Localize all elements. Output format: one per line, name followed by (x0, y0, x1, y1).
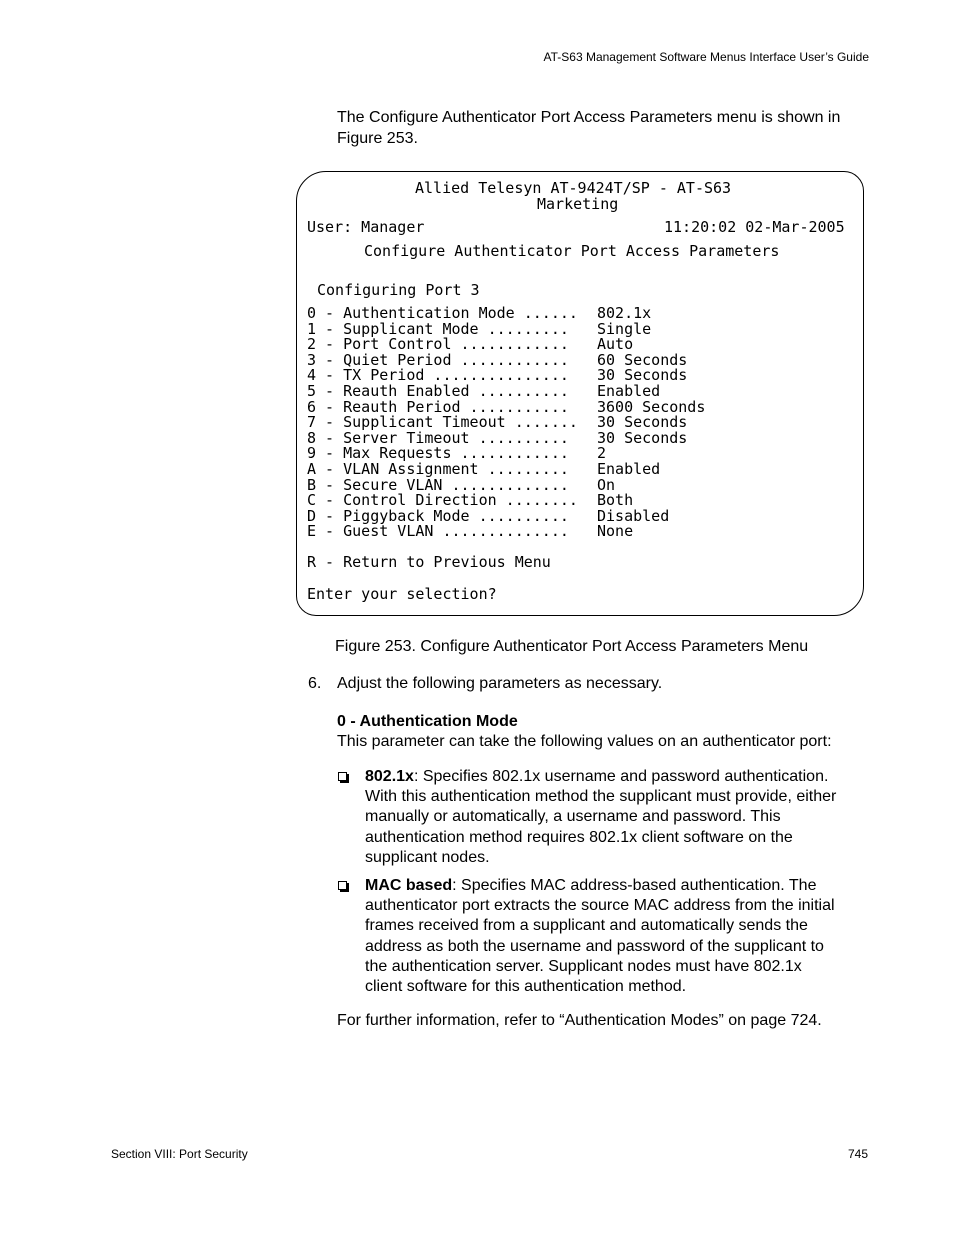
bullet-line: With this authentication method the supplicant must provide, either (365, 788, 837, 806)
terminal-option-label: A - VLAN Assignment ......... (307, 459, 569, 478)
step-number: 6. (308, 675, 322, 692)
running-header: AT-S63 Management Software Menus Interface User’s Guide (543, 50, 869, 64)
bullet-checkbox-icon (338, 881, 347, 890)
terminal-menu-title: Configure Authenticator Port Access Parameters (364, 242, 780, 260)
terminal-option-label: 1 - Supplicant Mode ......... (307, 319, 569, 338)
bullet-term: 802.1x (365, 768, 414, 785)
terminal-title-line2: Marketing (537, 195, 619, 213)
terminal-option-label: 4 - TX Period ............... (307, 366, 569, 385)
terminal-option-label: E - Guest VLAN .............. (307, 522, 569, 541)
terminal-user: User: Manager (307, 218, 425, 236)
terminal-option-value: Disabled (597, 506, 670, 525)
bullet-line: : Specifies 802.1x username and password authentication. (413, 768, 829, 785)
terminal-screen (296, 171, 864, 616)
terminal-option-value: Single (597, 319, 652, 338)
terminal-option-value: 2 (597, 444, 607, 463)
terminal-option-value: 30 Seconds (597, 413, 688, 432)
terminal-option-value: None (597, 522, 634, 541)
bullet-line: authenticator port extracts the source MAC address from the initial (365, 897, 835, 915)
footer-section: Section VIII: Port Security (111, 1147, 248, 1161)
bullet-line: frames received from a supplicant and automatically sends the (365, 917, 808, 935)
terminal-prompt[interactable]: Enter your selection? (307, 585, 497, 603)
terminal-option-value: Enabled (597, 459, 661, 478)
terminal-option-label: 7 - Supplicant Timeout ....... (307, 413, 578, 432)
figure-caption: Figure 253. Configure Authenticator Port Access Parameters Menu (335, 638, 809, 655)
section-text: This parameter can take the following values on an authenticator port: (337, 733, 832, 750)
terminal-option-value: 3600 Seconds (597, 397, 706, 416)
bullet-mac-based (365, 876, 870, 997)
footer-page-number: 745 (847, 1147, 868, 1161)
terminal-option-value: 802.1x (597, 304, 652, 322)
further-info: For further information, refer to “Authentication Modes” on page 724. (337, 1012, 822, 1029)
bullet-line: the authentication server. Supplicant nodes must have 802.1x (365, 957, 802, 975)
bullet-8021x (365, 767, 870, 868)
bullet-checkbox-icon (338, 772, 347, 781)
bullet-line: supplicant nodes. (365, 848, 490, 866)
bullet-term: MAC based (365, 877, 453, 894)
terminal-option-label: 3 - Quiet Period ............ (307, 350, 569, 369)
terminal-timestamp: 11:20:02 02-Mar-2005 (664, 218, 845, 236)
terminal-option-label: 0 - Authentication Mode ...... (307, 304, 578, 322)
bullet-line: client software for this authentication method. (365, 978, 687, 996)
terminal-option-label: 2 - Port Control ............ (307, 335, 569, 354)
bullet-line: authentication method requires 802.1x client software on the (365, 828, 793, 846)
terminal-option-label: D - Piggyback Mode .......... (307, 506, 569, 525)
terminal-option-value: 30 Seconds (597, 428, 688, 447)
terminal-option-label: B - Secure VLAN ............. (307, 475, 569, 494)
terminal-option-label: 6 - Reauth Period ........... (307, 397, 569, 416)
terminal-title-line1: Allied Telesyn AT-9424T/SP - AT-S63 (415, 179, 732, 197)
terminal-option-value: Both (597, 491, 634, 510)
terminal-configuring: Configuring Port 3 (317, 281, 480, 299)
terminal-option-label: 8 - Server Timeout .......... (307, 428, 569, 447)
terminal-option-label: C - Control Direction ........ (307, 491, 578, 510)
terminal-option-value: Auto (597, 335, 634, 354)
bullet-line: : Specifies MAC address-based authentication. The (452, 877, 817, 894)
bullet-line: manually or automatically, a username and password. This (365, 808, 781, 826)
terminal-option-value: On (597, 475, 616, 494)
bullet-line: address as both the username and password of the supplicant to (365, 937, 824, 955)
step-text: Adjust the following parameters as necessary. (337, 675, 663, 692)
section-title: 0 - Authentication Mode (337, 713, 518, 730)
terminal-option-value: Enabled (597, 381, 661, 400)
terminal-option-label: 9 - Max Requests ............ (307, 444, 569, 463)
terminal-return-option[interactable]: R - Return to Previous Menu (307, 553, 551, 571)
terminal-option-label: 5 - Reauth Enabled .......... (307, 381, 569, 400)
terminal-option-value: 60 Seconds (597, 350, 688, 369)
terminal-option-value: 30 Seconds (597, 366, 688, 385)
intro-paragraph: The Configure Authenticator Port Access Parameters menu is shown in Figure 253. (337, 109, 841, 147)
